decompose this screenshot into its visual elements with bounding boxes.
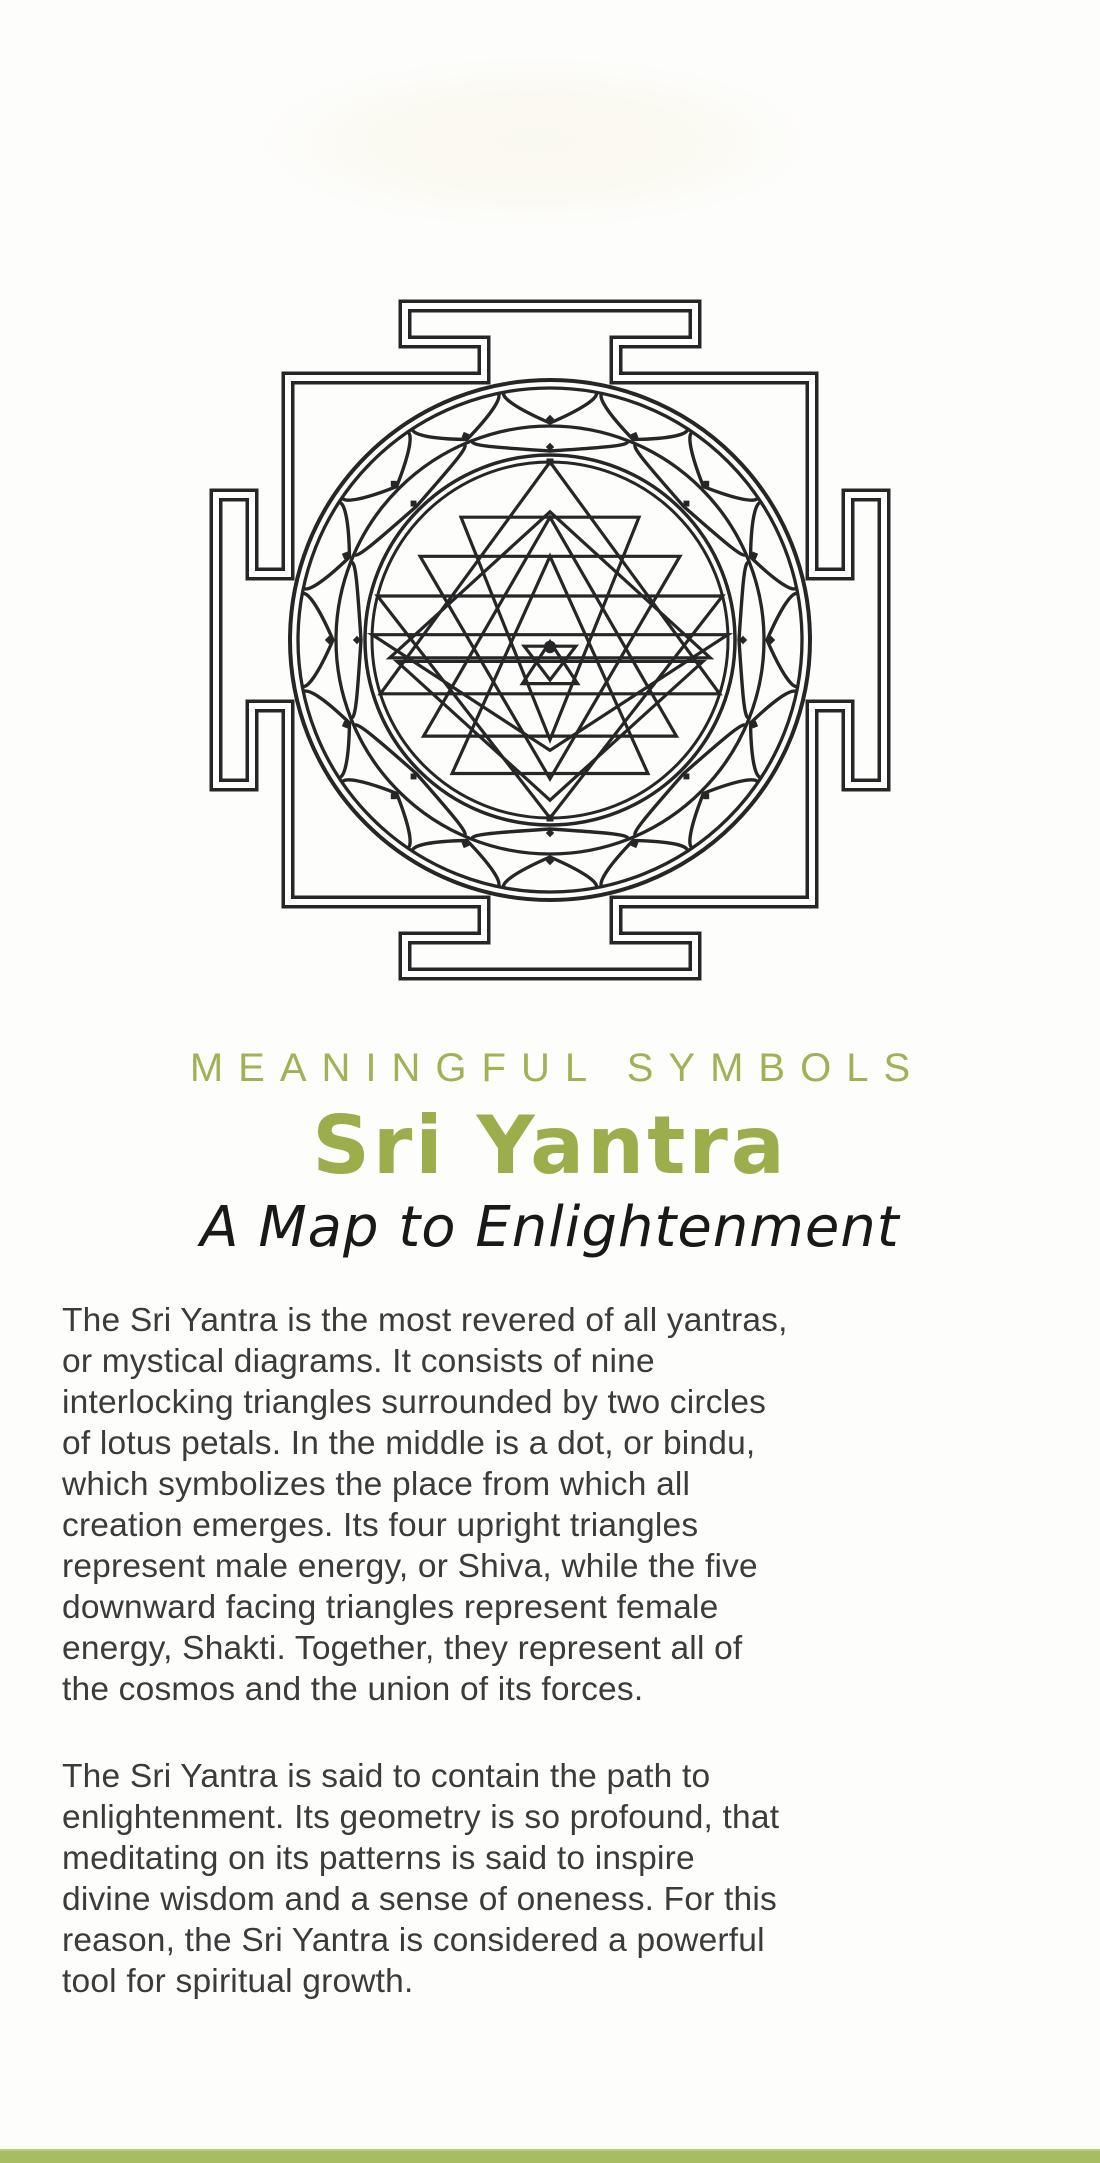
bindu: [544, 641, 556, 653]
text-line: The Sri Yantra is said to contain the path to: [62, 1758, 711, 1795]
text-line: creation emerges. Its four upright triangles: [62, 1507, 699, 1544]
paragraph-1: [62, 1300, 1042, 1710]
text-line: energy, Shakti. Together, they represent all of: [62, 1630, 743, 1667]
paragraph-2: [62, 1756, 1042, 2002]
text-line: which symbolizes the place from which all: [62, 1466, 691, 1503]
page-subtitle: A Map to Enlightenment: [200, 1195, 900, 1260]
interlocking-triangles: [372, 462, 728, 818]
text-line: interlocking triangles surrounded by two circles: [62, 1384, 767, 1421]
text-line: downward facing triangles represent female: [62, 1589, 719, 1626]
bindu-dot: [544, 641, 556, 653]
text-line: reason, the Sri Yantra is considered a powerful: [62, 1922, 765, 1959]
text-line: or mystical diagrams. It consists of nine: [62, 1343, 655, 1380]
text-line: represent male energy, or Shiva, while the five: [62, 1548, 758, 1585]
text-line: meditating on its patterns is said to inspire: [62, 1840, 695, 1877]
footer-accent-bar: [0, 2149, 1100, 2163]
text-line: enlightenment. Its geometry is so profound, that: [62, 1799, 780, 1836]
article: [62, 1300, 1042, 2048]
eyebrow-label: MEANINGFUL SYMBOLS: [189, 1046, 926, 1090]
header: [0, 1010, 1100, 1261]
text-line: The Sri Yantra is the most revered of all yantras,: [62, 1302, 788, 1339]
text-line: the cosmos and the union of its forces.: [62, 1671, 644, 1708]
text-line: divine wisdom and a sense of oneness. For this: [62, 1881, 777, 1918]
sri-yantra-svg: [0, 0, 1100, 1010]
text-line: tool for spiritual growth.: [62, 1963, 414, 2000]
text-line: of lotus petals. In the middle is a dot, or bindu,: [62, 1425, 756, 1462]
sri-yantra-diagram: [0, 0, 1100, 1010]
page-title: Sri Yantra: [312, 1099, 788, 1192]
